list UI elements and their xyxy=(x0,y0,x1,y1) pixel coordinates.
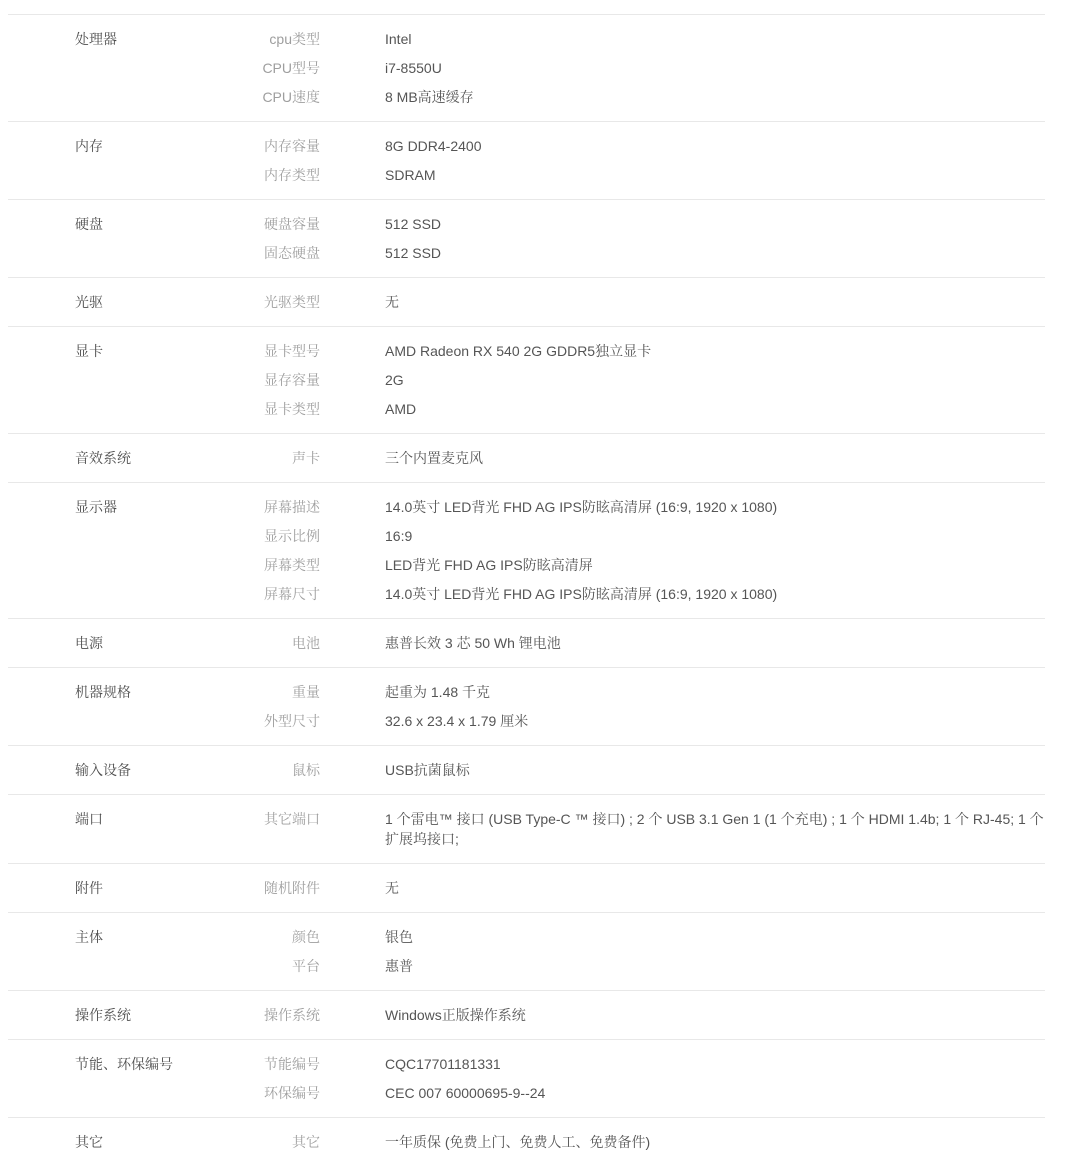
section-rows xyxy=(205,1000,1045,1029)
spec-label: 操作系统 xyxy=(264,1006,320,1023)
section-machine-specs xyxy=(8,667,1045,745)
category-label: 主体 xyxy=(75,928,103,945)
spec-row xyxy=(205,209,1045,238)
category-label: 机器规格 xyxy=(75,683,131,700)
spec-label: 环保编号 xyxy=(264,1084,320,1101)
section-accessories xyxy=(8,863,1045,912)
section-rows xyxy=(205,873,1045,902)
spec-row xyxy=(205,755,1045,784)
section-input-devices xyxy=(8,745,1045,794)
spec-row xyxy=(205,53,1045,82)
spec-value: Intel xyxy=(385,30,412,47)
spec-value: 512 SSD xyxy=(385,244,442,261)
spec-label: 显示比例 xyxy=(264,527,320,544)
spec-value: 8G DDR4-2400 xyxy=(385,137,482,154)
spec-value: AMD xyxy=(385,400,417,417)
section-rows xyxy=(205,24,1045,111)
spec-value: 银色 xyxy=(385,928,413,945)
section-operating-system xyxy=(8,990,1045,1039)
spec-value: 512 SSD xyxy=(385,215,442,232)
spec-value: 一年质保 (免费上门、免费人工、免费备件) xyxy=(385,1133,651,1150)
spec-row xyxy=(205,394,1045,423)
section-rows xyxy=(205,209,1045,267)
spec-value: 惠普长效 3 芯 50 Wh 锂电池 xyxy=(385,634,561,651)
spec-value: 2G xyxy=(385,371,404,388)
spec-label: 声卡 xyxy=(292,449,320,466)
spec-label: 节能编号 xyxy=(264,1055,320,1072)
spec-value: 起重为 1.48 千克 xyxy=(385,683,491,700)
spec-label: 显卡类型 xyxy=(264,400,320,417)
spec-row xyxy=(205,238,1045,267)
spec-row xyxy=(205,82,1045,111)
spec-value: LED背光 FHD AG IPS防眩高清屏 xyxy=(385,556,593,573)
spec-row xyxy=(205,24,1045,53)
spec-label: 固态硬盘 xyxy=(264,244,320,261)
spec-row xyxy=(205,492,1045,521)
spec-row xyxy=(205,922,1045,951)
spec-label: 硬盘容量 xyxy=(264,215,320,232)
spec-label: 显卡型号 xyxy=(264,342,320,359)
spec-value: AMD Radeon RX 540 2G GDDR5独立显卡 xyxy=(385,342,652,359)
spec-label: 屏幕类型 xyxy=(264,556,320,573)
spec-label: 重量 xyxy=(292,683,320,700)
spec-value: 8 MB高速缓存 xyxy=(385,88,474,105)
spec-label: 其它端口 xyxy=(264,810,320,827)
spec-value: USB抗菌鼠标 xyxy=(385,761,470,778)
category-label: 端口 xyxy=(75,810,103,827)
section-rows xyxy=(205,1127,1045,1156)
spec-row xyxy=(205,706,1045,735)
spec-row xyxy=(205,443,1045,472)
spec-row xyxy=(205,628,1045,657)
category-label: 显卡 xyxy=(75,342,103,359)
section-memory xyxy=(8,121,1045,199)
spec-label: 外型尺寸 xyxy=(264,712,320,729)
spec-row xyxy=(205,1078,1045,1107)
spec-label: 其它 xyxy=(292,1133,320,1150)
section-other xyxy=(8,1117,1045,1166)
spec-row xyxy=(205,287,1045,316)
spec-value: Windows正版操作系统 xyxy=(385,1006,526,1023)
category-label: 硬盘 xyxy=(75,215,103,232)
spec-label: 平台 xyxy=(292,957,320,974)
spec-label: 屏幕描述 xyxy=(264,498,320,515)
spec-row xyxy=(205,1049,1045,1078)
category-label: 处理器 xyxy=(75,30,117,47)
section-optical-drive xyxy=(8,277,1045,326)
section-rows xyxy=(205,804,1045,853)
spec-row xyxy=(205,579,1045,608)
spec-label: cpu类型 xyxy=(269,30,320,47)
spec-label: 显存容量 xyxy=(264,371,320,388)
section-rows xyxy=(205,336,1045,423)
section-rows xyxy=(205,492,1045,608)
spec-row xyxy=(205,804,1045,853)
section-rows xyxy=(205,755,1045,784)
section-processor xyxy=(8,14,1045,121)
spec-value: 无 xyxy=(385,293,399,310)
section-rows xyxy=(205,131,1045,189)
section-rows xyxy=(205,628,1045,657)
spec-value: SDRAM xyxy=(385,166,436,183)
category-label: 内存 xyxy=(75,137,103,154)
category-label: 节能、环保编号 xyxy=(75,1055,173,1072)
category-label: 其它 xyxy=(75,1133,103,1150)
section-audio xyxy=(8,433,1045,482)
category-label: 电源 xyxy=(75,634,103,651)
spec-row xyxy=(205,550,1045,579)
product-spec-table xyxy=(8,14,1045,1166)
spec-row xyxy=(205,521,1045,550)
section-rows xyxy=(205,677,1045,735)
category-label: 光驱 xyxy=(75,293,103,310)
spec-row xyxy=(205,873,1045,902)
spec-value: 三个内置麦克风 xyxy=(385,449,483,466)
spec-row xyxy=(205,1000,1045,1029)
section-graphics xyxy=(8,326,1045,433)
spec-row xyxy=(205,677,1045,706)
section-rows xyxy=(205,922,1045,980)
spec-value: 1 个雷电™ 接口 (USB Type-C ™ 接口) ; 2 个 USB 3.1 Gen 1 (1 个充电) ; 1 个 HDMI 1.4b; 1 个 RJ-45; 1 个扩展坞接口; xyxy=(385,810,1044,847)
spec-value: 32.6 x 23.4 x 1.79 厘米 xyxy=(385,712,529,729)
spec-label: 鼠标 xyxy=(292,761,320,778)
section-energy-numbers xyxy=(8,1039,1045,1117)
spec-label: 电池 xyxy=(292,634,320,651)
spec-row xyxy=(205,160,1045,189)
spec-label: 随机附件 xyxy=(264,879,320,896)
category-label: 显示器 xyxy=(75,498,117,515)
spec-label: CPU型号 xyxy=(262,59,320,76)
spec-row xyxy=(205,336,1045,365)
section-rows xyxy=(205,1049,1045,1107)
section-rows xyxy=(205,443,1045,472)
spec-value: 14.0英寸 LED背光 FHD AG IPS防眩高清屏 (16:9, 1920 x 1080) xyxy=(385,585,778,602)
spec-label: 内存类型 xyxy=(264,166,320,183)
spec-row xyxy=(205,951,1045,980)
spec-value: 14.0英寸 LED背光 FHD AG IPS防眩高清屏 (16:9, 1920 x 1080) xyxy=(385,498,778,515)
category-label: 音效系统 xyxy=(75,449,131,466)
spec-label: 光驱类型 xyxy=(264,293,320,310)
spec-value: 无 xyxy=(385,879,399,896)
spec-value: i7-8550U xyxy=(385,59,442,76)
category-label: 操作系统 xyxy=(75,1006,131,1023)
section-ports xyxy=(8,794,1045,863)
section-hard-drive xyxy=(8,199,1045,277)
spec-row xyxy=(205,1127,1045,1156)
section-body xyxy=(8,912,1045,990)
category-label: 附件 xyxy=(75,879,103,896)
spec-label: 颜色 xyxy=(292,928,320,945)
spec-value: 惠普 xyxy=(385,957,413,974)
spec-label: CPU速度 xyxy=(262,88,320,105)
spec-row xyxy=(205,131,1045,160)
spec-value: CEC 007 60000695-9--24 xyxy=(385,1084,546,1101)
section-power xyxy=(8,618,1045,667)
spec-label: 屏幕尺寸 xyxy=(264,585,320,602)
spec-value: 16:9 xyxy=(385,527,413,544)
section-display xyxy=(8,482,1045,618)
spec-row xyxy=(205,365,1045,394)
spec-label: 内存容量 xyxy=(264,137,320,154)
section-rows xyxy=(205,287,1045,316)
category-label: 输入设备 xyxy=(75,761,131,778)
spec-value: CQC17701181331 xyxy=(385,1055,501,1072)
